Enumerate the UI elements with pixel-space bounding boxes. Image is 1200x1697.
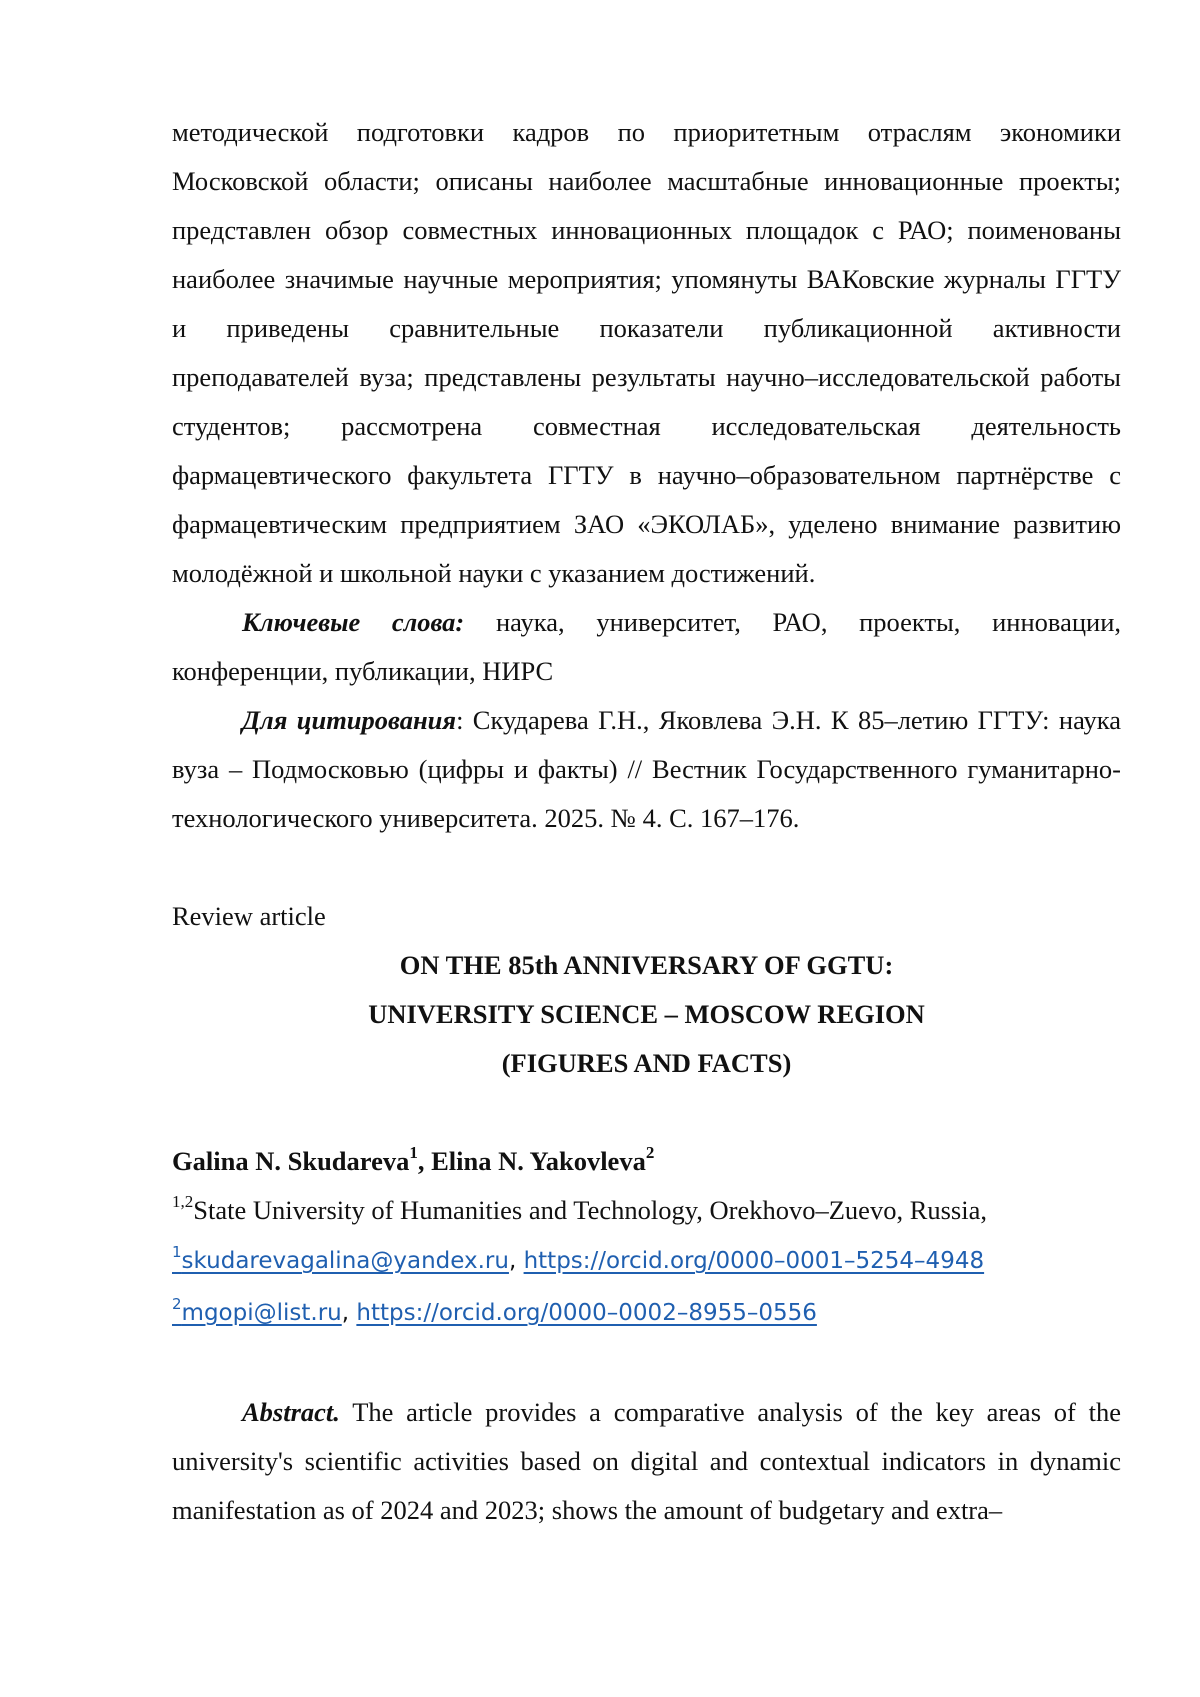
abstract-text: The article provides a comparative analysis of the key areas of the university's scientific activities based on digital and contextual indicators in dynamic manifestation as of 2024 and 2023; shows the amount of budgetary and extra– (172, 1397, 1121, 1525)
contact-separator: , (341, 1300, 357, 1326)
russian-keywords (172, 598, 1121, 696)
document-page (172, 108, 1121, 1535)
author-affiliation-marker: 2 (645, 1143, 655, 1163)
title-line: ON THE 85th ANNIVERSARY OF GGTU: (399, 950, 894, 980)
citation-text: : Скударева Г.Н., Яковлева Э.Н. К 85–летию ГГТУ: наука вуза – Подмосковью (цифры и факты) // Вестник Государственного гуманитарно-технологического университета. 2025. № 4. С. 167–176. (172, 705, 1121, 833)
contact-marker: 2 (172, 1295, 182, 1314)
english-abstract (172, 1388, 1121, 1535)
russian-abstract-continuation: методической подготовки кадров по приоритетным отраслям экономики Московской области; описаны наиболее масштабные инновационные проекты; представлен обзор совместных инновационных площадок с РАО; поименованы наиболее значимые научные мероприятия; упомянуты ВАКовские журналы ГГТУ и приведены сравнительные показатели публикационной активности преподавателей вуза; представлены результаты научно–исследовательской работы студентов; рассмотрена совместная исследовательская деятельность фармацевтического факультета ГГТУ в научно–образовательном партнёрстве с фармацевтическим предприятием ЗАО «ЭКОЛАБ», уделено внимание развитию молодёжной и школьной науки с указанием достижений. (172, 117, 1121, 588)
title-line: UNIVERSITY SCIENCE – MOSCOW REGION (368, 999, 925, 1029)
contact-marker: 1 (172, 1243, 182, 1262)
email-link[interactable]: $^2$mgopi@list.ru (172, 1295, 342, 1326)
contact-separator: , (508, 1248, 524, 1274)
email-link[interactable]: $^1$skudarevagalina@yandex.ru (172, 1243, 509, 1274)
title-line: (FIGURES AND FACTS) (501, 1048, 792, 1078)
keywords-text: наука, университет, РАО, проекты, инновации, конференции, публикации, НИРС (172, 607, 1122, 686)
abstract-label: Abstract. (242, 1397, 340, 1427)
author-affiliation-marker: 1 (409, 1143, 418, 1163)
author-list (172, 1137, 1121, 1186)
orcid-link[interactable]: https://orcid.org/0000–0002–8955–0556 (356, 1300, 817, 1326)
author-name: Elina N. Yakovleva (431, 1146, 646, 1176)
keywords-label: Ключевые слова: (242, 607, 465, 637)
article-title (172, 941, 1121, 1088)
citation-label: Для цитирования (242, 705, 457, 735)
author-contact-1 (172, 1235, 1121, 1287)
author-separator: , (417, 1146, 432, 1176)
article-type: Review article (172, 901, 326, 931)
orcid-link[interactable]: https://orcid.org/0000–0001–5254–4948 (523, 1248, 985, 1274)
affiliation-text: State University of Humanities and Technology, Orekhovo–Zuevo, Russia, (193, 1195, 987, 1225)
affiliation (172, 1186, 1121, 1235)
author-name: Galina N. Skudareva (172, 1146, 410, 1176)
russian-citation (172, 696, 1121, 843)
affiliation-marker: 1,2 (172, 1192, 194, 1212)
author-contact-2 (172, 1287, 1121, 1339)
